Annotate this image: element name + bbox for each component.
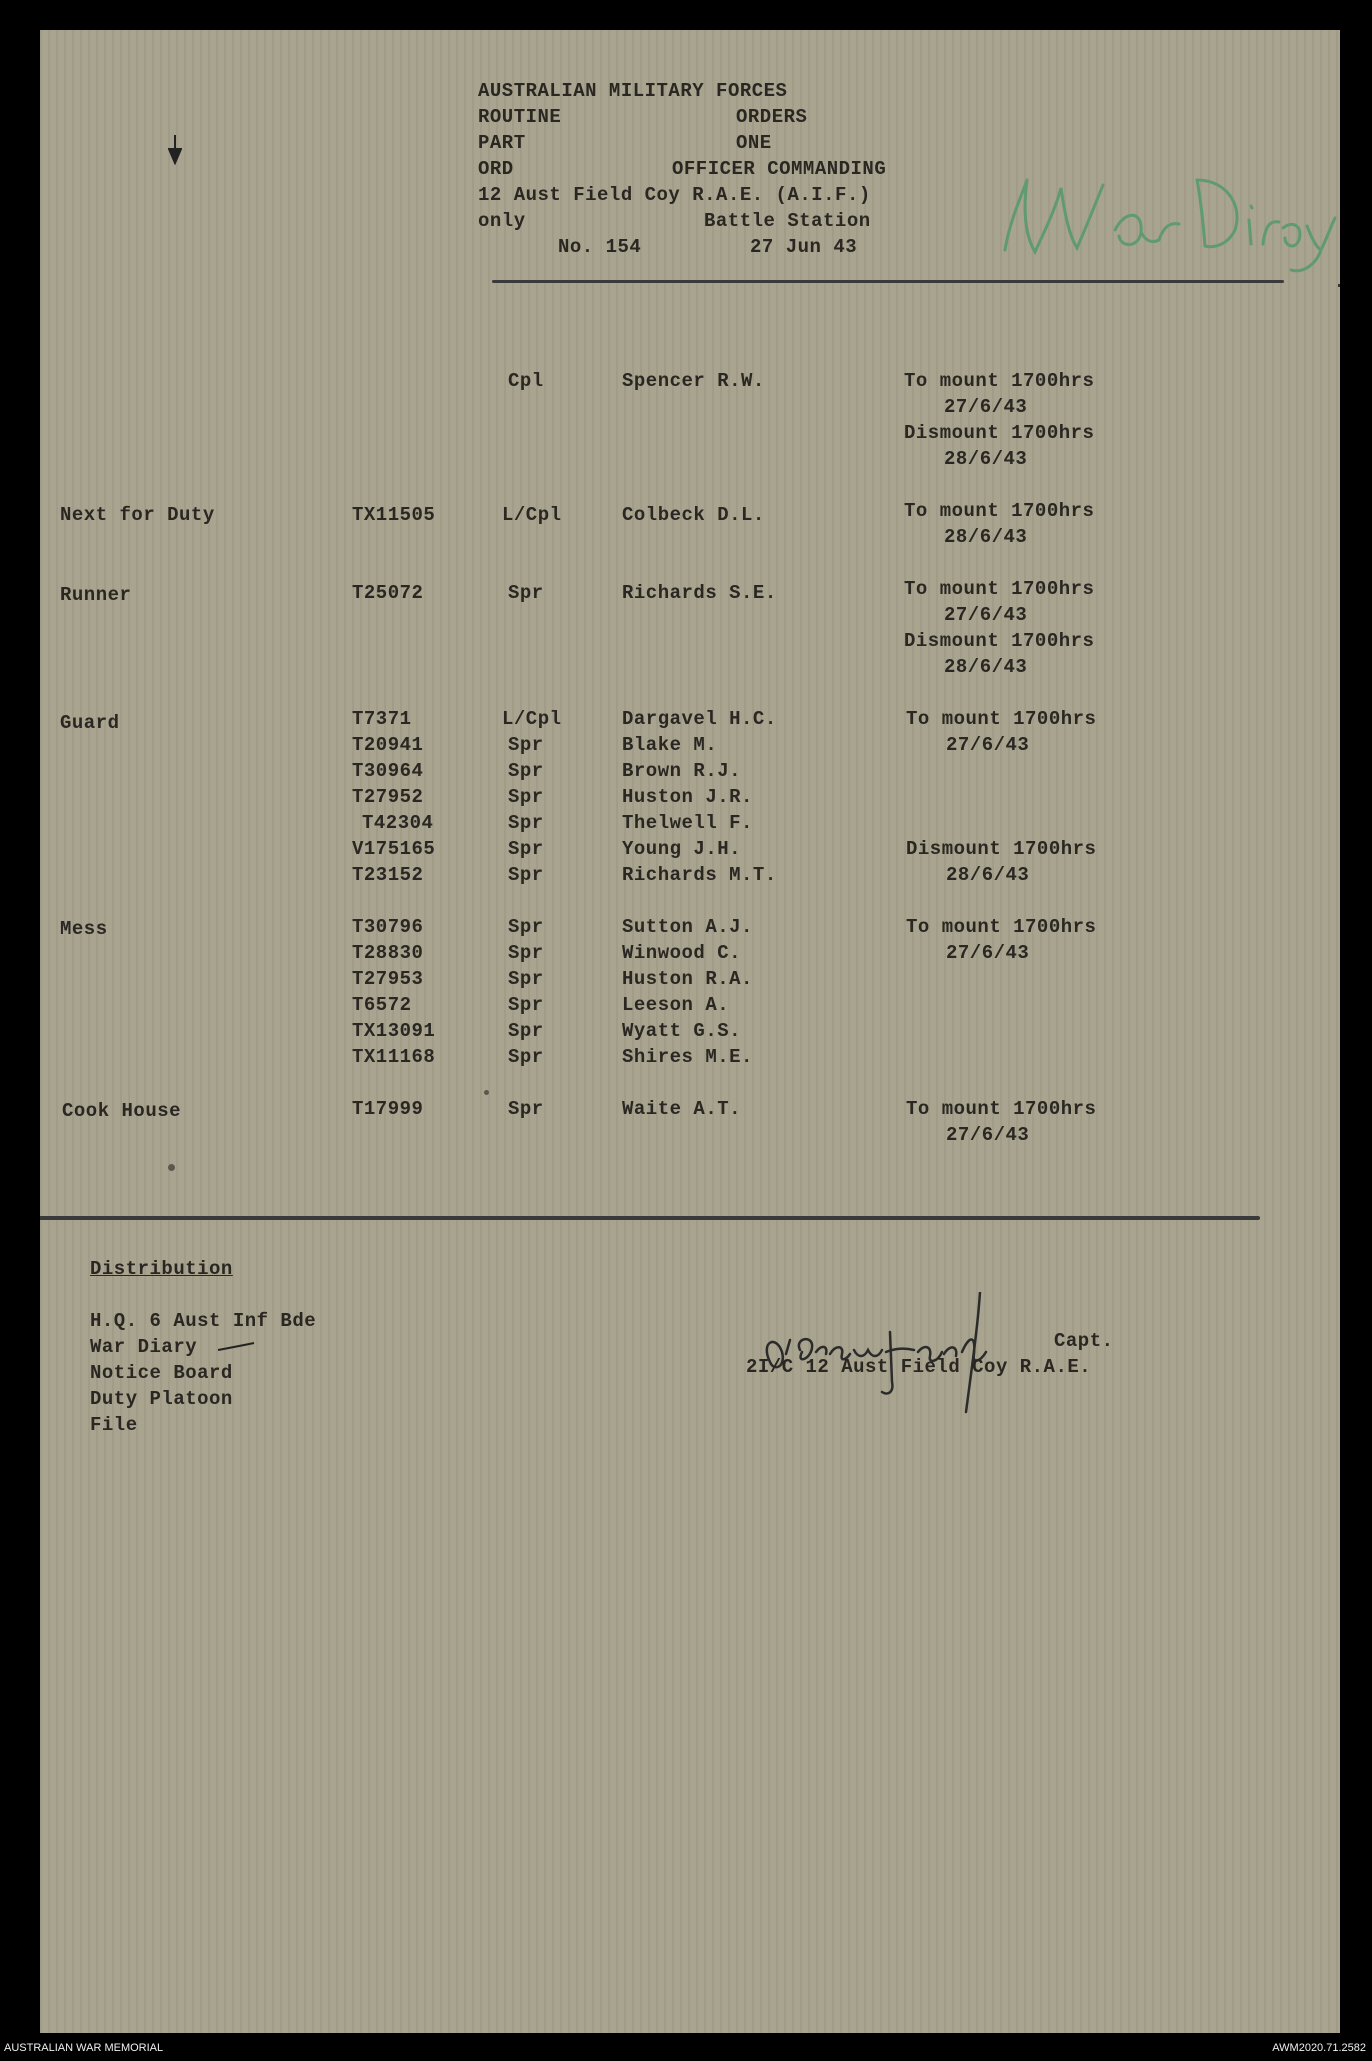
table-row-name: Blake M. <box>622 734 718 756</box>
paper-speck <box>168 1164 175 1171</box>
section-5-name: Waite A.T. <box>622 1098 742 1120</box>
order-number: No. 154 <box>558 236 642 258</box>
section-0-name: Spencer R.W. <box>622 370 765 392</box>
header-one: ONE <box>736 132 772 154</box>
section-2-rank: Spr <box>508 582 544 604</box>
table-row-name: Huston R.A. <box>622 968 753 990</box>
signature-title: 2I/C 12 Aust Field Coy R.A.E. <box>746 1356 1092 1378</box>
section-2-duty: Runner <box>60 584 132 606</box>
table-row-number: T20941 <box>352 734 424 756</box>
header-officer: OFFICER COMMANDING <box>672 158 887 180</box>
section-4-time-2: 27/6/43 <box>946 942 1030 964</box>
table-row-rank: Spr <box>508 838 544 860</box>
table-row-name: Young J.H. <box>622 838 742 860</box>
header-by: ORD <box>478 158 514 180</box>
distribution-item: File <box>90 1414 138 1436</box>
table-row-rank: Spr <box>508 1020 544 1042</box>
signature-rank: Capt. <box>1054 1330 1114 1352</box>
table-row-rank: Spr <box>508 968 544 990</box>
pencil-arrow-mark <box>168 135 182 165</box>
section-4-time-1: To mount 1700hrs <box>906 916 1097 938</box>
section-1-time-1: To mount 1700hrs <box>904 500 1095 522</box>
table-row-rank: Spr <box>508 760 544 782</box>
table-row-number: T42304 <box>362 812 434 834</box>
archive-reference: AWM2020.71.2582 <box>1272 2042 1366 2054</box>
table-row-rank: Spr <box>508 734 544 756</box>
section-1-rank: L/Cpl <box>502 504 562 526</box>
section-0-time-1: To mount 1700hrs <box>904 370 1095 392</box>
pencil-tick-mark <box>216 1340 256 1354</box>
section-5-rank: Spr <box>508 1098 544 1120</box>
table-row-name: Wyatt G.S. <box>622 1020 742 1042</box>
table-row-number: T30796 <box>352 916 424 938</box>
distribution-item: War Diary <box>90 1336 198 1358</box>
table-row-rank: Spr <box>508 864 544 886</box>
section-0-time-4: 28/6/43 <box>944 448 1028 470</box>
distribution-heading: Distribution <box>90 1258 233 1280</box>
table-row-name: Shires M.E. <box>622 1046 753 1068</box>
header-part: PART <box>478 132 526 154</box>
section-3-time-3: Dismount 1700hrs <box>906 838 1097 860</box>
table-row-name: Brown R.J. <box>622 760 742 782</box>
table-row-name: Sutton A.J. <box>622 916 753 938</box>
table-row-rank: Spr <box>508 786 544 808</box>
section-0-time-2: 27/6/43 <box>944 396 1028 418</box>
table-row-number: T27952 <box>352 786 424 808</box>
section-2-time-4: 28/6/43 <box>944 656 1028 678</box>
paper-speck <box>1338 284 1340 287</box>
table-row-number: T30964 <box>352 760 424 782</box>
table-row-rank: Spr <box>508 994 544 1016</box>
table-row-number: T27953 <box>352 968 424 990</box>
table-row-name: Thelwell F. <box>622 812 753 834</box>
archive-credit: AUSTRALIAN WAR MEMORIAL <box>4 2042 164 2054</box>
table-row-name: Richards M.T. <box>622 864 777 886</box>
section-1-name: Colbeck D.L. <box>622 504 765 526</box>
table-row-rank: Spr <box>508 942 544 964</box>
paper-speck <box>484 1090 489 1095</box>
table-row-name: Winwood C. <box>622 942 742 964</box>
table-row-rank: Spr <box>508 812 544 834</box>
section-4-duty: Mess <box>60 918 108 940</box>
section-1-number: TX11505 <box>352 504 436 526</box>
table-row-number: T28830 <box>352 942 424 964</box>
section-2-time-2: 27/6/43 <box>944 604 1028 626</box>
header-only: only <box>478 210 526 232</box>
section-1-duty: Next for Duty <box>60 504 215 526</box>
section-0-time-3: Dismount 1700hrs <box>904 422 1095 444</box>
header-unit: 12 Aust Field Coy R.A.E. (A.I.F.) <box>478 184 871 206</box>
section-3-time-4: 28/6/43 <box>946 864 1030 886</box>
table-row-name: Huston J.R. <box>622 786 753 808</box>
handwritten-note <box>965 140 1340 280</box>
distribution-item: Duty Platoon <box>90 1388 233 1410</box>
section-5-duty: Cook House <box>62 1100 182 1122</box>
order-date: 27 Jun 43 <box>750 236 858 258</box>
section-5-time-1: To mount 1700hrs <box>906 1098 1097 1120</box>
header-title: AUSTRALIAN MILITARY FORCES <box>478 80 788 102</box>
section-5-time-2: 27/6/43 <box>946 1124 1030 1146</box>
section-3-duty: Guard <box>60 712 120 734</box>
header-rule <box>492 280 1284 283</box>
distribution-item: H.Q. 6 Aust Inf Bde <box>90 1310 317 1332</box>
section-2-time-3: Dismount 1700hrs <box>904 630 1095 652</box>
section-2-name: Richards S.E. <box>622 582 777 604</box>
document-page <box>40 30 1340 2033</box>
table-row-rank: Spr <box>508 1046 544 1068</box>
table-row-rank: L/Cpl <box>502 708 562 730</box>
table-row-number: T7371 <box>352 708 412 730</box>
table-row-number: T23152 <box>352 864 424 886</box>
table-row-name: Leeson A. <box>622 994 730 1016</box>
section-2-number: T25072 <box>352 582 424 604</box>
table-row-number: T6572 <box>352 994 412 1016</box>
section-1-time-2: 28/6/43 <box>944 526 1028 548</box>
section-2-time-1: To mount 1700hrs <box>904 578 1095 600</box>
section-3-time-2: 27/6/43 <box>946 734 1030 756</box>
table-row-name: Dargavel H.C. <box>622 708 777 730</box>
table-row-number: TX13091 <box>352 1020 436 1042</box>
section-divider <box>40 1216 1260 1220</box>
table-row-number: TX11168 <box>352 1046 436 1068</box>
table-row-rank: Spr <box>508 916 544 938</box>
table-row-number: V175165 <box>352 838 436 860</box>
section-3-time-1: To mount 1700hrs <box>906 708 1097 730</box>
section-0-rank: Cpl <box>508 370 544 392</box>
header-orders: ORDERS <box>736 106 808 128</box>
header-routine: ROUTINE <box>478 106 562 128</box>
section-5-number: T17999 <box>352 1098 424 1120</box>
distribution-item: Notice Board <box>90 1362 233 1384</box>
header-location: Battle Station <box>704 210 871 232</box>
